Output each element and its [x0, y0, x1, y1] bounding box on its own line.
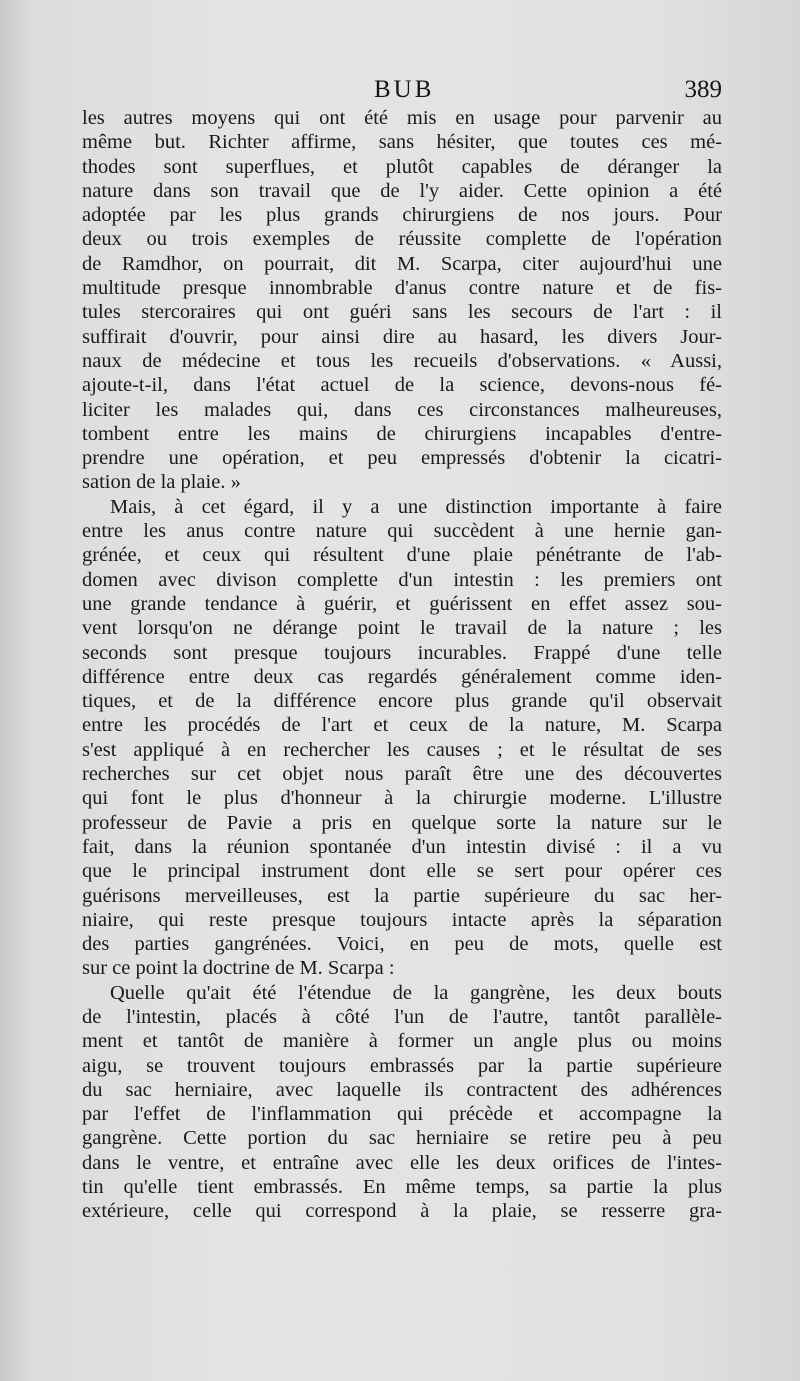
text-line: deux ou trois exemples de réussite complette de l'opération: [82, 228, 722, 251]
text-line: professeur de Pavie a pris en quelque sorte la nature sur le: [82, 811, 722, 834]
text-line: sur ce point la doctrine de M. Scarpa :: [82, 957, 395, 980]
text-line: même but. Richter affirme, sans hésiter, que toutes ces mé-: [82, 131, 722, 154]
text-line: Quelle qu'ait été l'étendue de la gangrène, les deux bouts: [110, 981, 722, 1004]
text-line: entre les procédés de l'art et ceux de la nature, M. Scarpa: [82, 714, 722, 737]
running-head: [82, 76, 722, 104]
running-head-title: BUB: [374, 76, 435, 103]
text-line: fait, dans la réunion spontanée d'un intestin divisé : il a vu: [82, 835, 722, 858]
text-line: aigu, se trouvent toujours embrassés par la partie supérieure: [82, 1054, 722, 1077]
text-line: nature dans son travail que de l'y aider. Cette opinion a été: [82, 179, 722, 202]
text-line: de l'intestin, placés à côté l'un de l'autre, tantôt parallèle-: [82, 1005, 722, 1028]
text-line: des parties gangrénées. Voici, en peu de mots, quelle est: [82, 933, 722, 956]
text-line: domen avec divison complette d'un intestin : les premiers ont: [82, 568, 722, 591]
text-line: extérieure, celle qui correspond à la plaie, se resserre gra-: [82, 1200, 722, 1223]
text-line: dans le ventre, et entraîne avec elle les deux orifices de l'intes-: [82, 1151, 722, 1174]
text-line: seconds sont presque toujours incurables. Frappé d'une telle: [82, 641, 722, 664]
text-line: que le principal instrument dont elle se sert pour opérer ces: [82, 860, 722, 883]
text-line: tombent entre les mains de chirurgiens incapables d'entre-: [82, 422, 722, 445]
text-line: adoptée par les plus grands chirurgiens de nos jours. Pour: [82, 204, 722, 227]
text-line: vent lorsqu'on ne dérange point le travail de la nature ; les: [82, 617, 722, 640]
text-line: thodes sont superflues, et plutôt capables de déranger la: [82, 155, 722, 178]
text-line: Mais, à cet égard, il y a une distinction importante à faire: [110, 495, 722, 518]
text-line: les autres moyens qui ont été mis en usage pour parvenir au: [82, 107, 722, 129]
text-line: naux de médecine et tous les recueils d'observations. « Aussi,: [82, 349, 722, 372]
text-line: multitude presque innombrable d'anus contre nature et de fis-: [82, 277, 722, 300]
page-number: 389: [684, 76, 722, 103]
text-line: grénée, et ceux qui résultent d'une plaie pénétrante de l'ab-: [82, 544, 722, 567]
text-line: tules stercoraires qui ont guéri sans les secours de l'art : il: [82, 301, 722, 324]
text-line: du sac herniaire, avec laquelle ils contractent des adhérences: [82, 1078, 722, 1101]
text-line: s'est appliqué à en rechercher les causes ; et le résultat de ses: [82, 738, 722, 761]
text-line: entre les anus contre nature qui succèdent à une hernie gan-: [82, 520, 722, 543]
text-line: tiques, et de la différence encore plus grande qu'il observait: [82, 690, 722, 713]
text-line: suffirait d'ouvrir, pour ainsi dire au hasard, les divers Jour-: [82, 325, 722, 348]
text-line: guérisons merveilleuses, est la partie supérieure du sac her-: [82, 884, 722, 907]
text-line: sation de la plaie. »: [82, 471, 241, 494]
text-line: ment et tantôt de manière à former un angle plus ou moins: [82, 1030, 722, 1053]
text-line: ajoute-t-il, dans l'état actuel de la science, devons-nous fé-: [82, 374, 722, 397]
text-line: qui font le plus d'honneur à la chirurgie moderne. L'illustre: [82, 787, 722, 810]
body-text: [82, 106, 722, 1224]
text-line: liciter les malades qui, dans ces circonstances malheureuses,: [82, 398, 722, 421]
text-line: différence entre deux cas regardés généralement comme iden-: [82, 665, 722, 688]
text-line: gangrène. Cette portion du sac herniaire se retire peu à peu: [82, 1127, 722, 1150]
text-line: de Ramdhor, on pourrait, dit M. Scarpa, citer aujourd'hui une: [82, 252, 722, 275]
text-line: prendre une opération, et peu empressés d'obtenir la cicatri-: [82, 447, 722, 470]
text-line: recherches sur cet objet nous paraît être une des découvertes: [82, 763, 722, 786]
text-line: par l'effet de l'inflammation qui précède et accompagne la: [82, 1103, 722, 1126]
text-line: niaire, qui reste presque toujours intacte après la séparation: [82, 908, 722, 931]
text-line: une grande tendance à guérir, et guérissent en effet assez sou-: [82, 592, 722, 615]
text-line: tin qu'elle tient embrassés. En même temps, sa partie la plus: [82, 1176, 722, 1199]
